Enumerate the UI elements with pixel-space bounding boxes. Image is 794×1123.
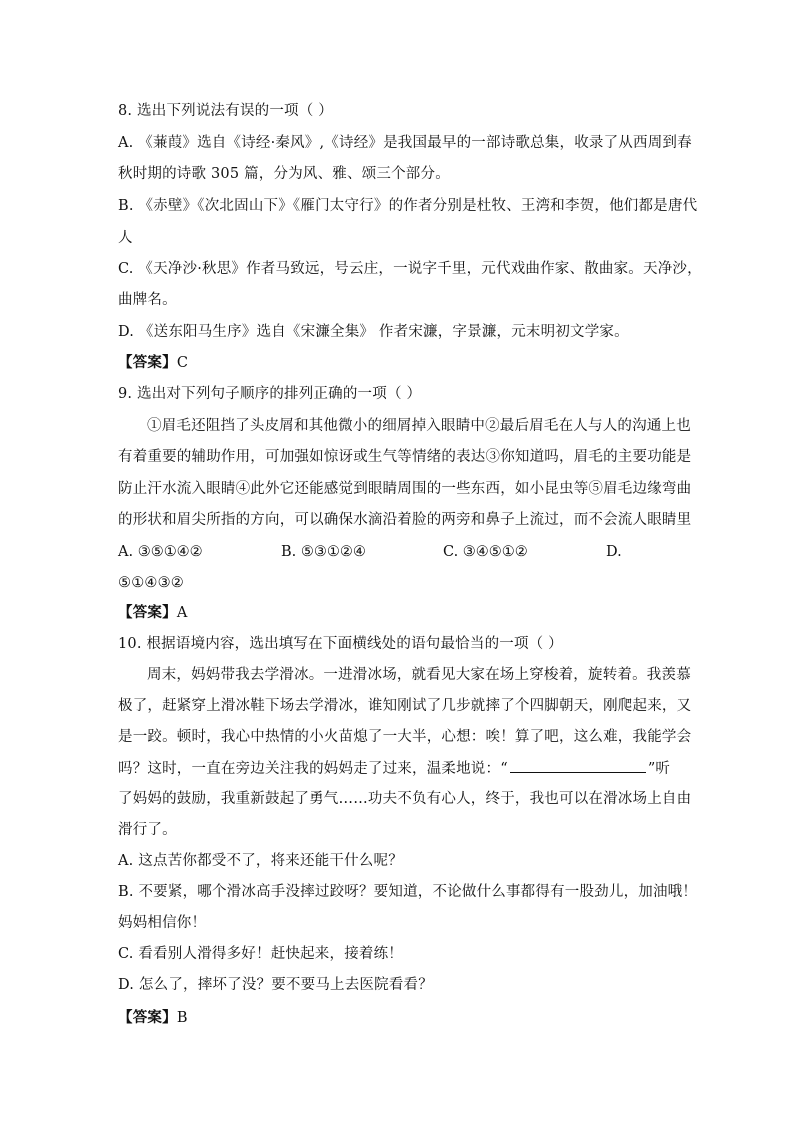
- q8-answer-label: 【答案】: [118, 354, 177, 371]
- q10-passage-line4-after: ”听: [647, 761, 671, 777]
- q9-option-b: B. ⑤③①②④: [281, 544, 366, 560]
- q9-passage-line2: 有着重要的辅助作用，可加强如惊讶或生气等情绪的表达③你知道吗，眉毛的主要功能是: [118, 449, 692, 465]
- q8-option-d: D. 《送东阳马生序》选自《宋濂全集》 作者宋濂，字景濂，元末明初文学家。: [118, 324, 629, 340]
- q8-option-a-line2: 秋时期的诗歌 305 篇，分为风、雅、颂三个部分。: [118, 166, 450, 182]
- q8-answer: [118, 353, 690, 373]
- q8-option-c-line1: C. 《天净沙·秋思》作者马致远，号云庄，一说字千里，元代戏曲作家、散曲家。天净沙，: [118, 261, 702, 277]
- q8-option-a-line1: A. 《蒹葭》选自《诗经·秦风》,《诗经》是我国最早的一部诗歌总集，收录了从西周到春: [118, 135, 692, 151]
- q9-stem: 9. 选出对下列句子顺序的排列正确的一项（ ）: [118, 386, 422, 402]
- q9-option-a: A. ③⑤①④②: [118, 544, 203, 560]
- q10-option-a: A. 这点苦你都受不了，将来还能干什么呢？: [118, 853, 403, 869]
- q9-passage-line1: ①眉毛还阻挡了头皮屑和其他微小的细屑掉入眼睛中②最后眉毛在人与人的沟通上也: [147, 418, 691, 434]
- q10-passage-line4-before: 吗？这时，一直在旁边关注我的妈妈走了过来，温柔地说：“: [118, 761, 508, 777]
- q9-answer-label: 【答案】: [118, 604, 177, 621]
- q10-answer-label: 【答案】: [118, 1009, 177, 1026]
- q10-option-b-line2: 妈妈相信你！: [118, 915, 207, 931]
- q9-option-d-value: ⑤①④③②: [118, 575, 184, 591]
- q9-option-c: C. ③④⑤①②: [443, 544, 528, 560]
- q10-answer-value: B: [176, 1010, 188, 1026]
- q9-passage-line4: 的形状和眉尖所指的方向，可以确保水滴沿着脸的两旁和鼻子上流过，而不会流人眼睛里: [118, 512, 692, 528]
- q8-option-b-line2: 人: [118, 230, 133, 246]
- q10-answer: [118, 1008, 690, 1028]
- q10-stem: 10. 根据语境内容，选出填写在下面横线处的语句最恰当的一项（ ）: [118, 636, 563, 652]
- q10-passage-line6: 滑行了。: [118, 822, 177, 838]
- q8-option-b-line1: B. 《赤壁》《次北固山下》《雁门太守行》的作者分别是杜牧、王湾和李贺，他们都是唐代: [118, 198, 698, 214]
- q10-option-d: D. 怎么了，摔坏了没？要不要马上去医院看看？: [118, 977, 433, 993]
- q9-answer: [118, 603, 690, 623]
- q10-passage-line4: [118, 758, 690, 779]
- q10-fill-blank: [510, 758, 646, 773]
- q10-passage-line5: 了妈妈的鼓励，我重新鼓起了勇气……功夫不负有心人，终于，我也可以在滑冰场上自由: [118, 791, 692, 807]
- q10-passage-line1: 周末，妈妈带我去学滑冰。一进滑冰场，就看见大家在场上穿梭着，旋转着。我羡慕: [147, 667, 691, 683]
- q10-passage-line3: 是一跤。顿时，我心中热情的小火苗熄了一大半，心想：唉！算了吧，这么难，我能学会: [118, 729, 692, 745]
- q9-answer-value: A: [176, 605, 188, 621]
- q10-option-c: C. 看看别人滑得多好！赶快起来，接着练！: [118, 946, 403, 962]
- q9-option-d: D.: [606, 544, 622, 560]
- q10-passage-line2: 极了，赶紧穿上滑冰鞋下场去学滑冰，谁知刚试了几步就摔了个四脚朝天，刚爬起来，又: [118, 698, 692, 714]
- q8-answer-value: C: [176, 355, 189, 371]
- q8-stem: 8. 选出下列说法有误的一项（ ）: [118, 103, 333, 119]
- q10-option-b-line1: B. 不要紧，哪个滑冰高手没摔过跤呀？要知道，不论做什么事都得有一股劲儿，加油哦！: [118, 884, 698, 900]
- q9-passage-line3: 防止汗水流入眼睛④此外它还能感觉到眼睛周围的一些东西，如小昆虫等⑤眉毛边缘弯曲: [118, 481, 692, 497]
- q8-option-c-line2: 曲牌名。: [118, 292, 177, 308]
